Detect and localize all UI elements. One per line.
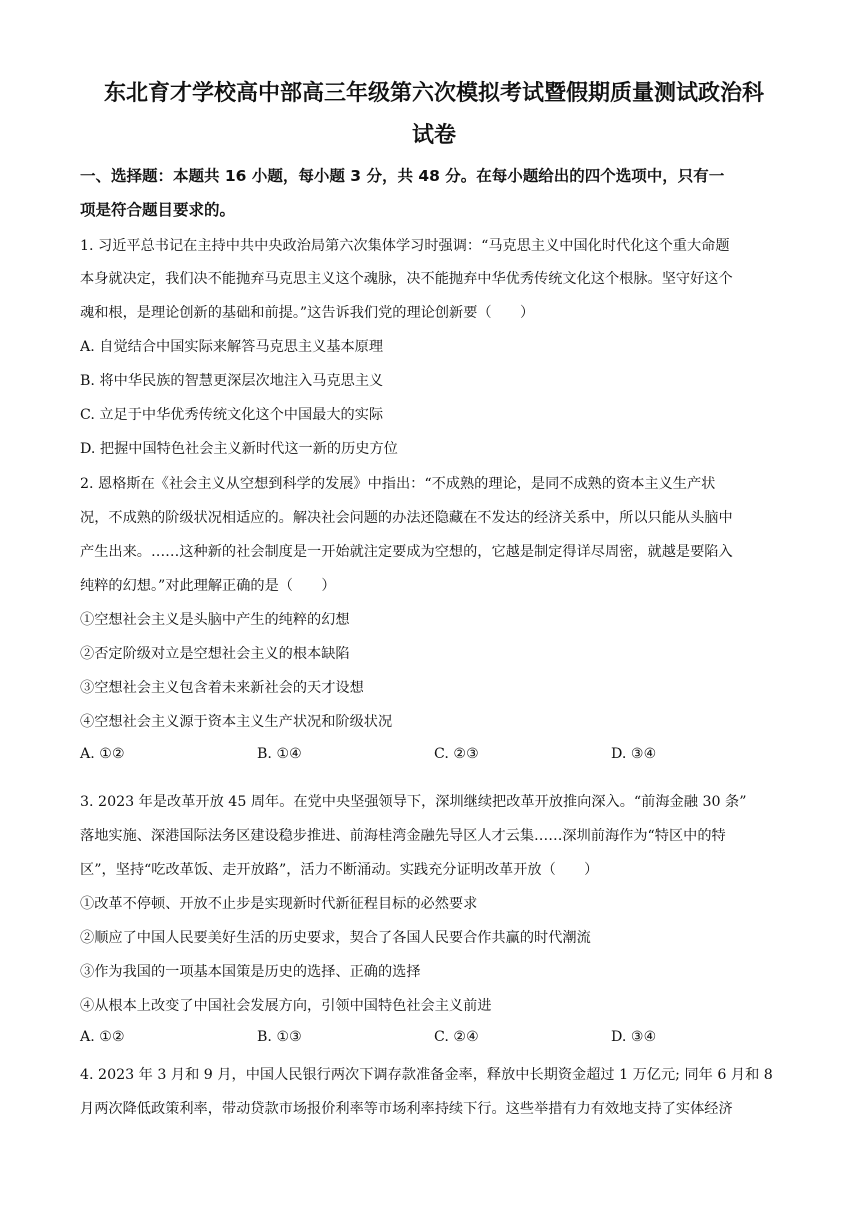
q3-item-1: ①改革不停顿、开放不止步是实现新时代新征程目标的必然要求 — [80, 896, 478, 912]
q2-item-4: ④空想社会主义源于资本主义生产状况和阶级状况 — [80, 714, 393, 730]
q3-choice-a: A. ①② — [80, 1029, 125, 1045]
q2-choices — [80, 746, 800, 768]
section-heading-line-2: 项是符合题目要求的。 — [80, 201, 236, 219]
q3-stem-line: 3. 2023 年是改革开放 45 周年。在党中央坚强领导下，深圳继续把改革开放推向深入。“前海金融 30 条” — [80, 794, 747, 810]
q3-choice-d: D. ③④ — [611, 1029, 657, 1045]
q4-stem-line: 4. 2023 年 3 月和 9 月，中国人民银行两次下调存款准备金率，释放中长期资金超过 1 万亿元; 同年 6 月和 8 — [80, 1067, 773, 1083]
section-heading-line-1: 一、选择题：本题共 16 小题，每小题 3 分，共 48 分。在每小题给出的四个选项中，只有一 — [80, 167, 725, 185]
q2-choice-d: D. ③④ — [611, 746, 657, 762]
q3-item-4: ④从根本上改变了中国社会发展方向，引领中国特色社会主义前进 — [80, 998, 492, 1014]
q4-stem-line: 月两次降低政策利率，带动贷款市场报价利率等市场利率持续下行。这些举措有力有效地支持了实体经济 — [80, 1101, 733, 1117]
q1-stem-line: 魂和根，是理论创新的基础和前提。”这告诉我们党的理论创新要（ ） — [80, 305, 535, 321]
q3-stem-line: 落地实施、深港国际法务区建设稳步推进、前海桂湾金融先导区人才云集……深圳前海作为“特区中的特 — [80, 828, 726, 844]
q1-option-d: D. 把握中国特色社会主义新时代这一新的历史方位 — [80, 441, 398, 457]
q3-item-2: ②顺应了中国人民要美好生活的历史要求，契合了各国人民要合作共赢的时代潮流 — [80, 930, 591, 946]
q1-stem-line: 1. 习近平总书记在主持中共中央政治局第六次集体学习时强调：“马克思主义中国化时代化这个重大命题 — [80, 238, 730, 254]
q2-item-1: ①空想社会主义是头脑中产生的纯粹的幻想 — [80, 612, 350, 628]
exam-title-line-2: 试卷 — [411, 123, 456, 148]
q3-choice-b: B. ①③ — [257, 1029, 302, 1045]
q2-choice-a: A. ①② — [80, 746, 125, 762]
q2-item-3: ③空想社会主义包含着未来新社会的天才设想 — [80, 680, 364, 696]
exam-title-line-1: 东北育才学校高中部高三年级第六次模拟考试暨假期质量测试政治科 — [103, 81, 764, 106]
q2-stem-line: 况，不成熟的阶级状况相适应的。解决社会问题的办法还隐藏在不发达的经济关系中，所以只能从头脑中 — [80, 510, 733, 526]
q2-stem-line: 2. 恩格斯在《社会主义从空想到科学的发展》中指出：“不成熟的理论，是同不成熟的资本主义生产状 — [80, 476, 716, 492]
q2-item-2: ②否定阶级对立是空想社会主义的根本缺陷 — [80, 646, 350, 662]
q2-stem-line: 产生出来。……这种新的社会制度是一开始就注定要成为空想的，它越是制定得详尽周密，就越是要陷入 — [80, 544, 733, 560]
q1-stem-line: 本身就决定，我们决不能抛弃马克思主义这个魂脉，决不能抛弃中华优秀传统文化这个根脉。坚守好这个 — [80, 271, 733, 287]
q3-stem-line: 区”，坚持“吃改革饭、走开放路”，活力不断涌动。实践充分证明改革开放（ ） — [80, 862, 599, 878]
q1-option-b: B. 将中华民族的智慧更深层次地注入马克思主义 — [80, 373, 384, 389]
q2-stem-line: 纯粹的幻想。”对此理解正确的是（ ） — [80, 578, 336, 594]
q1-option-a: A. 自觉结合中国实际来解答马克思主义基本原理 — [80, 339, 384, 355]
q2-choice-b: B. ①④ — [257, 746, 302, 762]
q2-choice-c: C. ②③ — [434, 746, 479, 762]
q3-choice-c: C. ②④ — [434, 1029, 479, 1045]
q1-option-c: C. 立足于中华优秀传统文化这个中国最大的实际 — [80, 407, 384, 423]
q3-choices — [80, 1029, 800, 1051]
q3-item-3: ③作为我国的一项基本国策是历史的选择、正确的选择 — [80, 964, 421, 980]
